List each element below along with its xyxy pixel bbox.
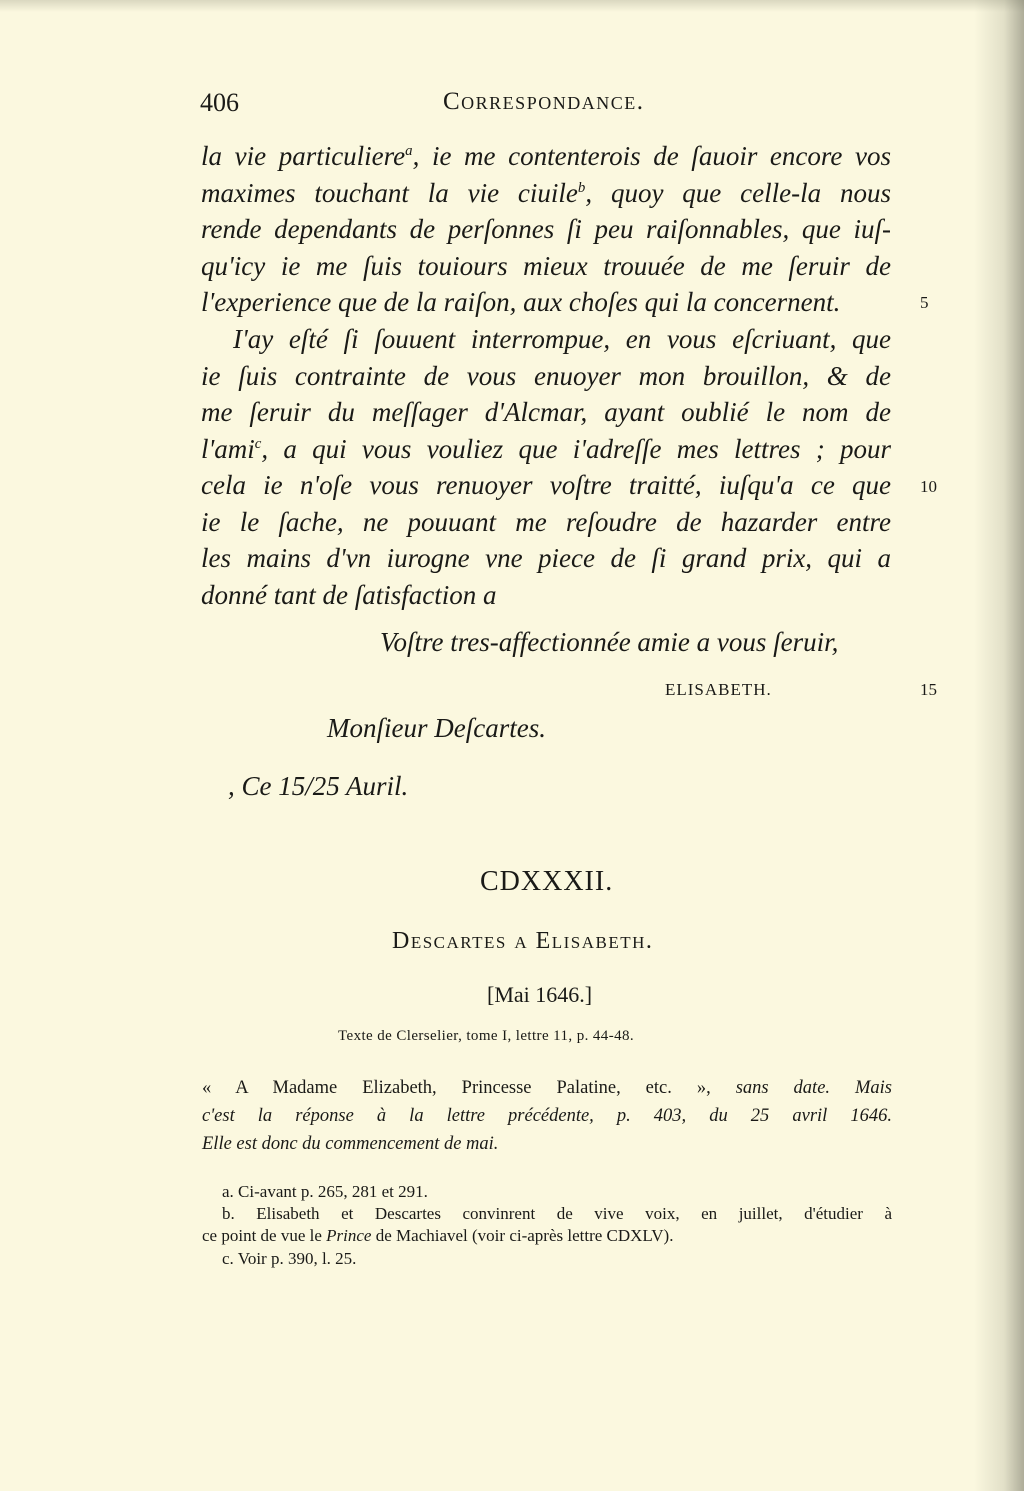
editorial-note-line-3: Elle est donc du commencement de mai. xyxy=(202,1134,499,1154)
body-line-12: les mains d'vn iurogne vne piece de ſi grand prix, qui a xyxy=(201,543,891,573)
page-gutter-shadow xyxy=(974,0,1024,1491)
page-number: 406 xyxy=(200,88,239,117)
footnote-a: a. Ci-avant p. 265, 281 et 291. xyxy=(222,1182,428,1201)
line-number-15: 15 xyxy=(920,680,937,699)
body-line-11: ie le ſache, ne pouuant me reſoudre de hazarder entre xyxy=(201,507,891,537)
editorial-note-line-2: c'est la réponse à la lettre précédente, p. 403, du 25 avril 1646. xyxy=(202,1106,892,1126)
footnote-mark-c: c xyxy=(254,436,262,452)
body-line-6: I'ay eſté ſi ſouuent interrompue, en vous eſcriuant, que xyxy=(233,324,891,354)
letter-date-bracket: [Mai 1646.] xyxy=(487,982,593,1007)
signature: ELISABETH. xyxy=(665,680,772,699)
closing-formula: Voſtre tres-affectionnée amie a vous ſeruir, xyxy=(380,627,839,657)
body-line-2: maximes touchant la vie ciuile$^b$, quoy que celle-la nous xyxy=(201,178,891,208)
source-note: Texte de Clerselier, tome I, lettre 11, p. 44-48. xyxy=(338,1028,635,1044)
recipient-address: Monſieur Deſcartes. xyxy=(327,713,546,743)
body-line-13: donné tant de ſatisfaction a xyxy=(201,580,497,610)
letter-date: , Ce 15/25 Auril. xyxy=(228,771,409,801)
footnote-mark-b: b xyxy=(577,180,586,196)
letter-number: CDXXXII. xyxy=(480,866,614,897)
body-line-5: l'experience que de la raiſon, aux choſes qui la concernent. xyxy=(201,287,841,317)
body-line-3: rende dependants de perſonnes ſi peu raiſonnables, que iuſ- xyxy=(201,214,891,244)
page-top-shadow xyxy=(0,0,1024,12)
editorial-note-line-1: « A Madame Elizabeth, Princesse Palatine, etc. », sans date. Mais xyxy=(202,1078,893,1098)
body-line-4: qu'icy ie me ſuis touiours mieux trouuée de me ſeruir de xyxy=(201,251,891,281)
letter-heading: Descartes a Elisabeth. xyxy=(392,928,654,954)
line-number-5: 5 xyxy=(920,293,929,312)
running-head: Correspondance. xyxy=(443,88,645,115)
body-line-8: me ſeruir du meſſager d'Alcmar, ayant oublié le nom de xyxy=(201,397,891,427)
footnote-mark-a: a xyxy=(405,143,413,159)
body-line-10: cela ie n'oſe vous renuoyer voſtre traitté, iuſqu'a ce que xyxy=(201,470,891,500)
body-line-1: la vie particuliere$^a$, ie me contenterois de ſauoir encore vos xyxy=(201,141,891,171)
body-line-7: ie ſuis contrainte de vous enuoyer mon brouillon, & de xyxy=(201,361,891,391)
footnote-c: c. Voir p. 390, l. 25. xyxy=(222,1249,357,1268)
line-number-10: 10 xyxy=(920,477,937,496)
body-line-9: l'ami$^c$, a qui vous vouliez que i'adreſſe mes lettres ; pour xyxy=(201,434,891,464)
footnote-b-line-2: ce point de vue le Prince de Machiavel (voir ci-après lettre CDXLV). xyxy=(202,1226,674,1245)
footnote-b-line-1: b. Elisabeth et Descartes convinrent de vive voix, en juillet, d'étudier à xyxy=(222,1204,892,1223)
